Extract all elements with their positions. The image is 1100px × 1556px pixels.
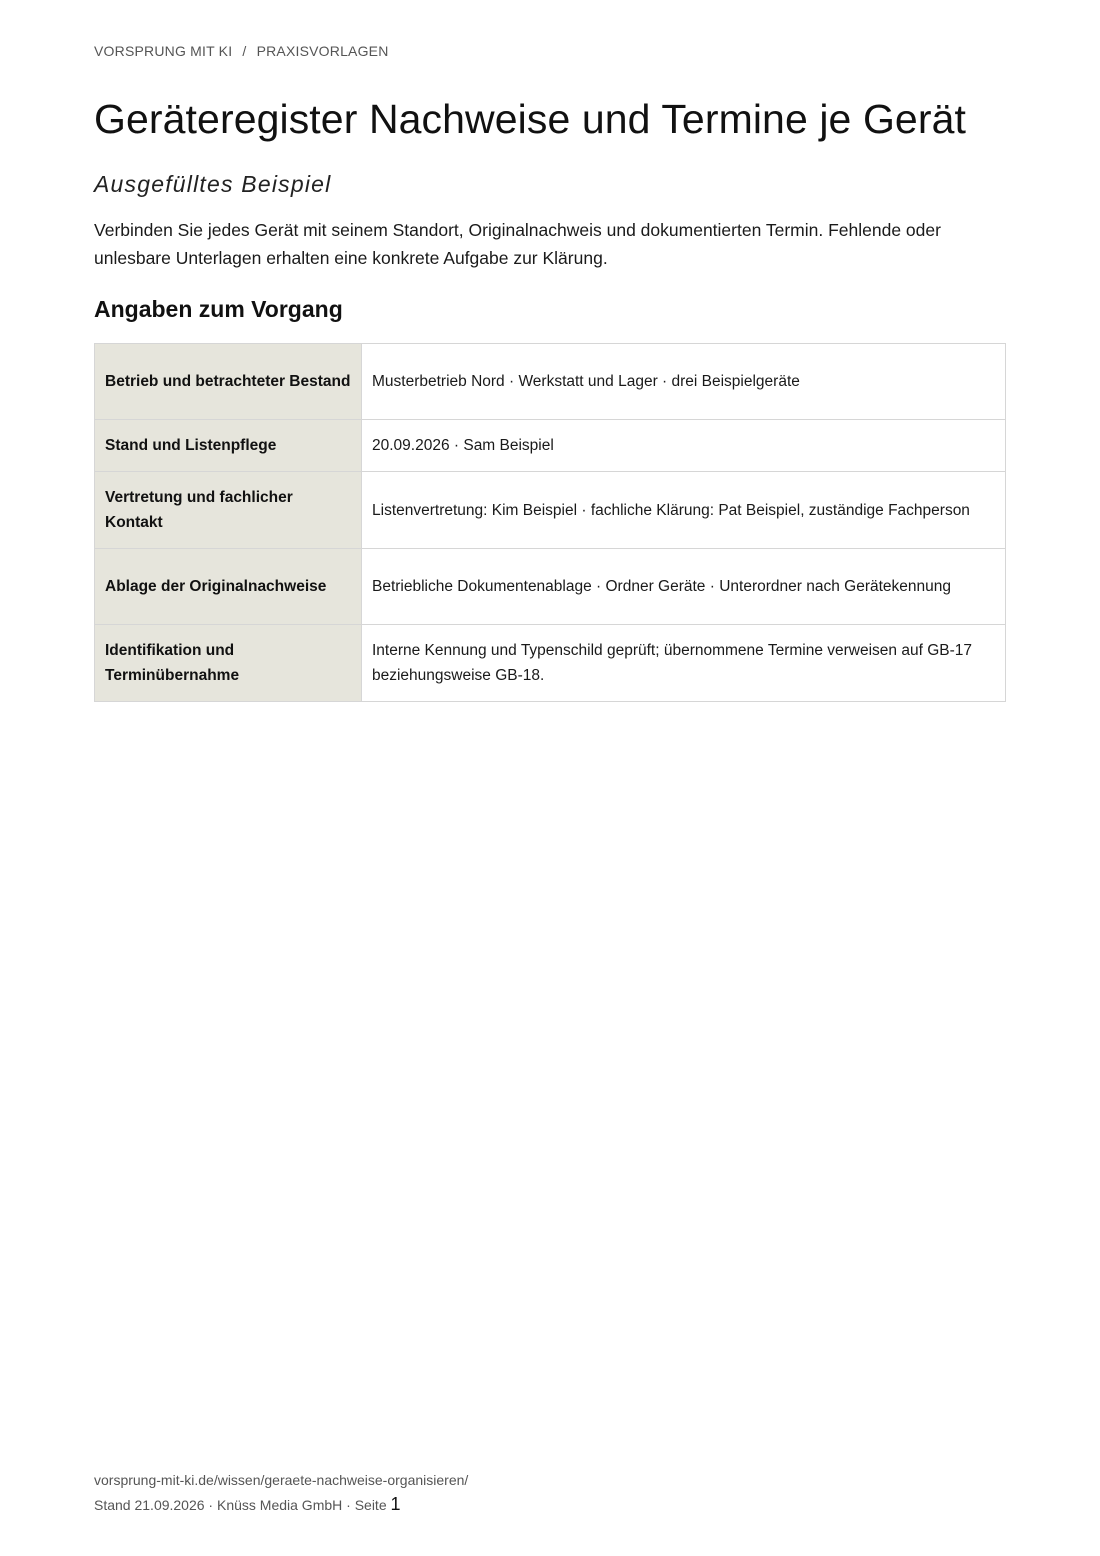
- row-label: Identifikation und Terminübernahme: [95, 625, 362, 702]
- table-row: [95, 344, 1006, 420]
- row-label: Betrieb und betrachteter Bestand: [95, 344, 362, 420]
- table-row: [95, 625, 1006, 702]
- page-title: Geräteregister Nachweise und Termine je Gerät: [94, 96, 966, 142]
- row-value: 20.09.2026 · Sam Beispiel: [362, 420, 1006, 472]
- row-label: Vertretung und fachlicher Kontakt: [95, 472, 362, 549]
- section-heading: Angaben zum Vorgang: [94, 296, 343, 322]
- row-value: Listenvertretung: Kim Beispiel · fachliche Klärung: Pat Beispiel, zuständige Fachperson: [362, 472, 1006, 549]
- process-details-table: [94, 343, 1006, 702]
- footer-meta: [94, 1492, 468, 1517]
- footer-url[interactable]: vorsprung-mit-ki.de/wissen/geraete-nachweise-organisieren/: [94, 1472, 469, 1488]
- breadcrumb-item-praxisvorlagen[interactable]: PRAXISVORLAGEN: [256, 43, 389, 59]
- row-label: Stand und Listenpflege: [95, 420, 362, 472]
- breadcrumb: [94, 43, 389, 59]
- page-footer: [94, 1468, 468, 1517]
- table-row: [95, 420, 1006, 472]
- row-label: Ablage der Originalnachweise: [95, 549, 362, 625]
- row-value: Betriebliche Dokumentenablage · Ordner Geräte · Unterordner nach Gerätekennung: [362, 549, 1006, 625]
- row-value: Interne Kennung und Typenschild geprüft; übernommene Termine verweisen auf GB-17 beziehungsweise GB-18.: [362, 625, 1006, 702]
- row-value: Musterbetrieb Nord · Werkstatt und Lager · drei Beispielgeräte: [362, 344, 1006, 420]
- intro-paragraph: Verbinden Sie jedes Gerät mit seinem Standort, Originalnachweis und dokumentierten Termin. Fehlende oder unlesbare Unterlagen erhalten eine konkrete Aufgabe zur Klärung.: [94, 220, 941, 268]
- page-subtitle: Ausgefülltes Beispiel: [94, 171, 332, 197]
- breadcrumb-item-vorsprung[interactable]: VORSPRUNG MIT KI: [94, 43, 233, 59]
- breadcrumb-separator: /: [242, 43, 247, 59]
- page-number: 1: [390, 1494, 401, 1514]
- table-row: [95, 549, 1006, 625]
- table-row: [95, 472, 1006, 549]
- footer-stand: Stand 21.09.2026 · Knüss Media GmbH · Seite: [94, 1497, 387, 1513]
